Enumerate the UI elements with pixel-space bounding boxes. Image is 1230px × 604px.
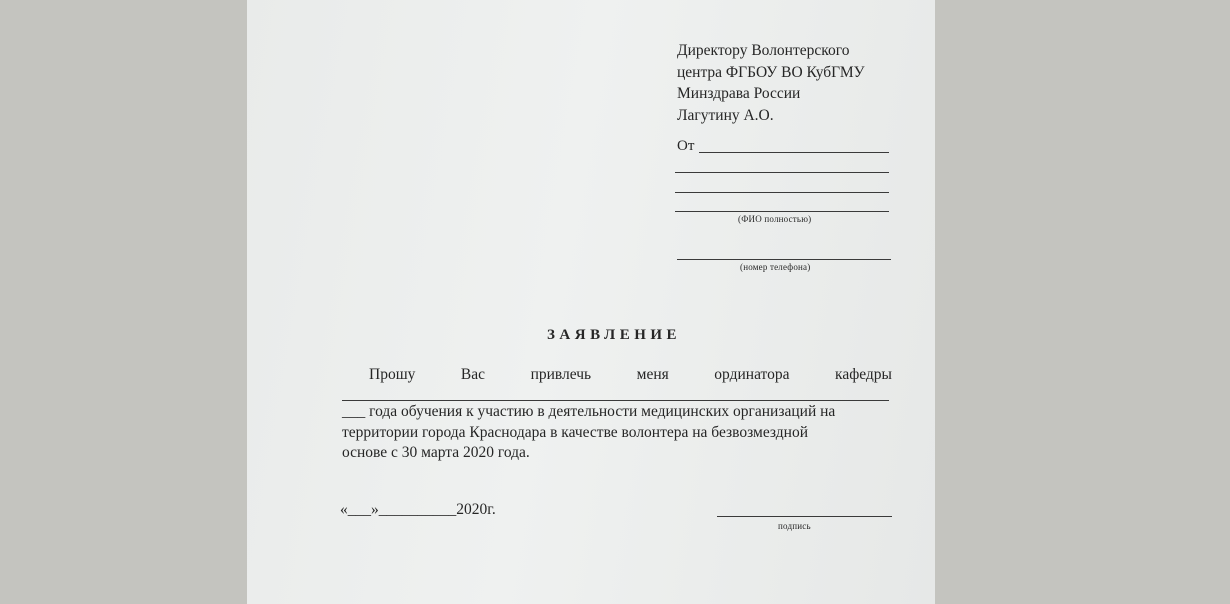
- body-line-4: территории города Краснодара в качестве волонтера на безвозмездной: [342, 424, 808, 441]
- body-line-1: [369, 366, 892, 384]
- phone-line[interactable]: [677, 259, 891, 260]
- addressee-line-4: Лагутину А.О.: [677, 106, 774, 124]
- from-label: От: [677, 138, 695, 154]
- body-word-4: меня: [636, 366, 669, 383]
- addressee-line-2: центра ФГБОУ ВО КубГМУ: [677, 63, 865, 81]
- body-word-2: Вас: [460, 366, 486, 383]
- department-line[interactable]: [342, 400, 889, 401]
- body-line-5: основе с 30 марта 2020 года.: [342, 444, 530, 461]
- addressee-block: [677, 40, 865, 126]
- signature-caption: подпись: [778, 521, 811, 531]
- from-name-line-1[interactable]: [699, 152, 889, 153]
- body-word-1: Прошу: [369, 366, 416, 383]
- body-word-3: привлечь: [530, 366, 592, 383]
- signature-line[interactable]: [717, 516, 892, 517]
- from-name-line-4[interactable]: [675, 211, 889, 212]
- date-field[interactable]: «___»__________2020г.: [340, 501, 496, 518]
- fio-caption: (ФИО полностью): [738, 214, 812, 224]
- body-word-5: ординатора: [714, 366, 790, 383]
- body-line-3: ___ года обучения к участию в деятельности медицинских организаций на: [342, 403, 836, 420]
- body-word-6: кафедры: [835, 366, 892, 383]
- from-name-line-2[interactable]: [675, 172, 889, 173]
- document-title: ЗАЯВЛЕНИЕ: [547, 327, 682, 343]
- addressee-line-3: Минздрава России: [677, 85, 801, 102]
- from-name-line-3[interactable]: [675, 192, 889, 193]
- addressee-line-1: Директору Волонтерского: [677, 42, 850, 59]
- document-page: [247, 0, 935, 604]
- phone-caption: (номер телефона): [740, 262, 811, 272]
